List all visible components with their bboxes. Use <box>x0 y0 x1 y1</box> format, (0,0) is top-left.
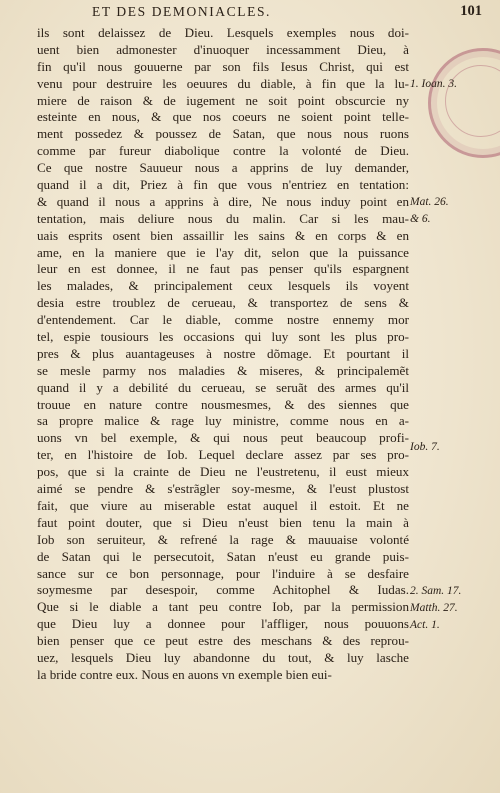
text-line: esteinte en nous, & que nos coeurs ne soient point telle- <box>37 109 409 125</box>
text-line: ils sont delaissez de Dieu. Lesquels exemples nous doi- <box>37 25 409 40</box>
text-line: ment possedez & poussez de Satan, que nous nous ruons <box>37 126 409 142</box>
text-line: quand il a dit, Priez à fin que vous n'entriez en tentation: <box>37 177 409 193</box>
text-line: bien penser que ce peut estre des meschans & des reprou- <box>37 633 409 649</box>
text-line: soymesme par desespoir, comme Achitophel & Iudas. <box>37 582 409 598</box>
text-line: leur en est donnee, il ne faut pas penser qu'ils espargnent <box>37 261 409 277</box>
text-line: desia estre troublez de cerueau, & transportez de sens & <box>37 295 409 311</box>
page-number: 101 <box>460 3 482 19</box>
margin-note-ioan: 1. Ioan. 3. <box>410 78 457 90</box>
text-line: Ce que nostre Sauueur nous a apprins de luy demander, <box>37 160 409 176</box>
text-line: Que si le diable a tant peu contre Iob, par la permission <box>37 599 409 615</box>
margin-note-mat-cont: & 6. <box>410 213 431 225</box>
text-line: & quand il nous a apprins à dire, Ne nous induy point en <box>37 193 409 209</box>
text-line: miere de raison & de iugement ne soit point obscurcie ny <box>37 92 409 108</box>
text-line: faut point douter, que si Dieu n'eust bien tenu la main à <box>37 514 409 530</box>
text-line: Iob son seruiteur, & refrené la rage & mauuaise volonté <box>37 531 409 547</box>
text-line: de Satan qui le persecutoit, Satan n'eust eu grande puis- <box>37 548 409 564</box>
running-title: ET DES DEMONIACLES. <box>92 4 272 19</box>
text-line: pres & plus auantageuses à nostre dõmage. Et pourtant il <box>37 345 409 361</box>
text-line: sance sur ce bon personnage, pour l'induire à se desfaire <box>37 565 409 581</box>
page-header <box>34 2 482 22</box>
text-line: se mesle parmy nos maladies & miseres, & principalemẽt <box>37 362 409 378</box>
text-line: uent bien admonester d'inuoquer incessamment Dieu, à <box>37 41 409 57</box>
text-line: uais esprits osent bien assaillir les sains & en corps & en <box>37 227 409 243</box>
text-line: la bride contre eux. Nous en auons vn exemple bien eui- <box>37 666 332 682</box>
text-line: comme par fureur diabolique contre la volonté de Dieu. <box>37 143 409 159</box>
text-line: sa propre malice & rage luy ministre, comme nous en a- <box>37 413 409 429</box>
body-text <box>37 25 409 684</box>
margin-note-iob: Iob. 7. <box>410 441 440 453</box>
text-line: venu pour destruire les oeuures du diable, à fin que la lu- <box>37 75 409 91</box>
text-line: fin qu'il nous gouuerne par son fils Iesus Christ, qui est <box>37 58 409 74</box>
text-line: tentation, mais deliure nous du malin. Car si les mau- <box>37 210 409 226</box>
text-line: aimé se pendre & s'estrãgler soy-mesme, & l'eust plustost <box>37 481 409 497</box>
text-line: ame, en la maniere que ie l'ay dit, selon que la puissance <box>37 244 409 260</box>
margin-note-sam: 2. Sam. 17. <box>410 585 462 597</box>
text-line: d'entendement. Car le diable, comme nostre ennemy mor <box>37 312 409 328</box>
text-line: trouue en nature contre nousmesmes, & des siennes que <box>37 396 409 412</box>
text-line: quand il y a debilité du cerueau, se seruãt des armes qu'il <box>37 379 409 395</box>
text-line: les malades, & principalement ceux lesquels ils voyent <box>37 278 409 294</box>
text-line: uez, lesquels Dieu luy abandonne du tout, & luy lasche <box>37 649 409 665</box>
text-line: tel, espie tousiours les occasions qui luy sont les plus pro- <box>37 329 409 345</box>
text-line: ter, en l'histoire de Iob. Lequel declare assez par ses pro- <box>37 447 409 463</box>
text-line: pos, que si la crainte de Dieu ne l'eustretenu, il eust mieux <box>37 464 409 480</box>
text-line: que Dieu luy a donnee pour l'affliger, nous pouuons <box>37 616 409 632</box>
text-line: fait, que viure au miserable estat auquel il estoit. Et ne <box>37 497 409 513</box>
margin-note-mat: Mat. 26. <box>410 196 449 208</box>
margin-note-act: Act. 1. <box>410 619 440 631</box>
text-line: uons vn bel exemple, & qui nous peut beaucoup profi- <box>37 430 409 446</box>
margin-note-matth: Matth. 27. <box>410 602 458 614</box>
library-stamp <box>428 48 500 158</box>
